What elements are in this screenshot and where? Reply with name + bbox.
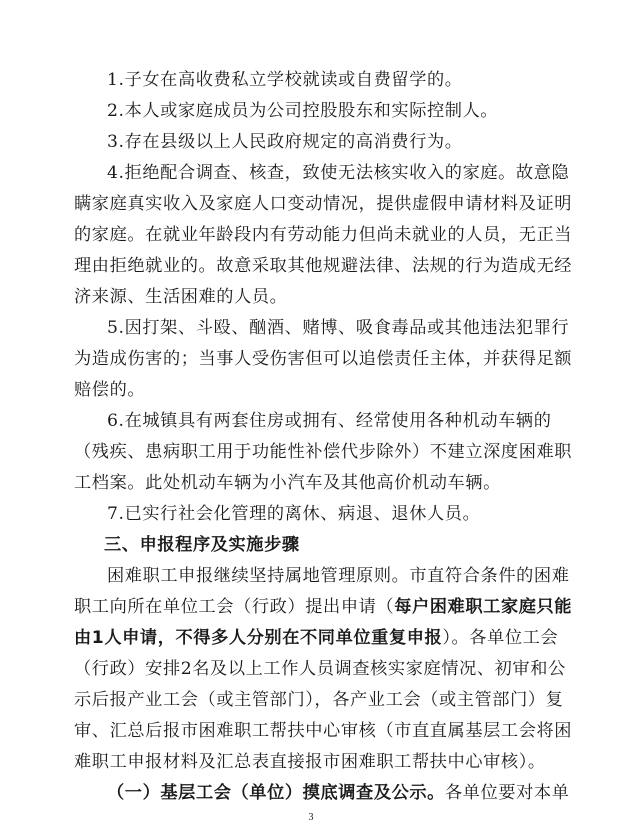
list-item-5-line-2: 为造成伤害的；当事人受伤害但可以追偿责任主体，并获得足额	[74, 349, 573, 369]
list-item-2: 2.本人或家庭成员为公司控股股东和实际控制人。	[107, 101, 499, 121]
paragraph-line-1: 困难职工申报继续坚持属地管理原则。市直符合条件的困难	[107, 566, 570, 586]
paragraph-line-4: （行政）安排2名及以上工作人员调查核实家庭情况、初审和公	[74, 659, 566, 679]
list-item-6-line-1: 6.在城镇具有两套住房或拥有、经常使用各种机动车辆的	[107, 411, 552, 431]
subsection-text: 各单位要对本单	[444, 783, 570, 803]
paragraph-line-6: 审、汇总后报市困难职工帮扶中心审核（市直直属基层工会将困	[74, 721, 573, 741]
page-number: 3	[308, 812, 314, 823]
paragraph-line-7: 难职工申报材料及汇总表直接报市困难职工帮扶中心审核）。	[74, 752, 546, 772]
list-item-7: 7.已实行社会化管理的离休、病退、退休人员。	[107, 504, 481, 524]
section-heading: 三、申报程序及实施步骤	[104, 535, 300, 555]
list-item-3: 3.存在县级以上人民政府规定的高消费行为。	[107, 132, 463, 152]
list-item-4-line-4: 理由拒绝就业的。故意采取其他规避法律、法规的行为造成无经	[74, 256, 573, 276]
emphasis-text: 由1人申请，不得多人分别在不同单位重复申报	[74, 628, 443, 648]
paragraph-line-2	[74, 594, 573, 620]
paragraph-text: 职工向所在单位工会（行政）提出申请（	[74, 597, 395, 617]
list-item-6-line-2: （残疾、患病职工用于功能性补偿代步除外）不建立深度困难职	[74, 442, 573, 462]
emphasis-text: 每户困难职工家庭只能	[394, 597, 573, 617]
paragraph-text: ）。各单位工会	[442, 628, 559, 648]
paragraph-line-5: 示后报产业工会（或主管部门），各产业工会（或主管部门）复	[74, 690, 564, 710]
list-item-4-line-3: 的家庭。在就业年龄段内有劳动能力但尚未就业的人员，无正当	[74, 225, 573, 245]
subsection-heading: （一）基层工会（单位）摸底调查及公示。	[107, 783, 445, 803]
paragraph-line-3	[74, 625, 559, 651]
list-item-5-line-1: 5.因打架、斗殴、酗酒、赌博、吸食毒品或其他违法犯罪行	[107, 318, 570, 338]
list-item-6-line-3: 工档案。此处机动车辆为小汽车及其他高价机动车辆。	[74, 473, 501, 493]
list-item-4-line-5: 济来源、生活困难的人员。	[74, 287, 288, 307]
list-item-4-line-2: 瞒家庭真实收入及家庭人口变动情况，提供虚假申请材料及证明	[74, 194, 573, 214]
list-item-1: 1.子女在高收费私立学校就读或自费留学的。	[107, 70, 463, 90]
list-item-5-line-3: 赔偿的。	[74, 380, 146, 400]
subsection-line	[107, 780, 570, 806]
list-item-4-line-1: 4.拒绝配合调查、核查，致使无法核实收入的家庭。故意隐	[107, 163, 570, 183]
